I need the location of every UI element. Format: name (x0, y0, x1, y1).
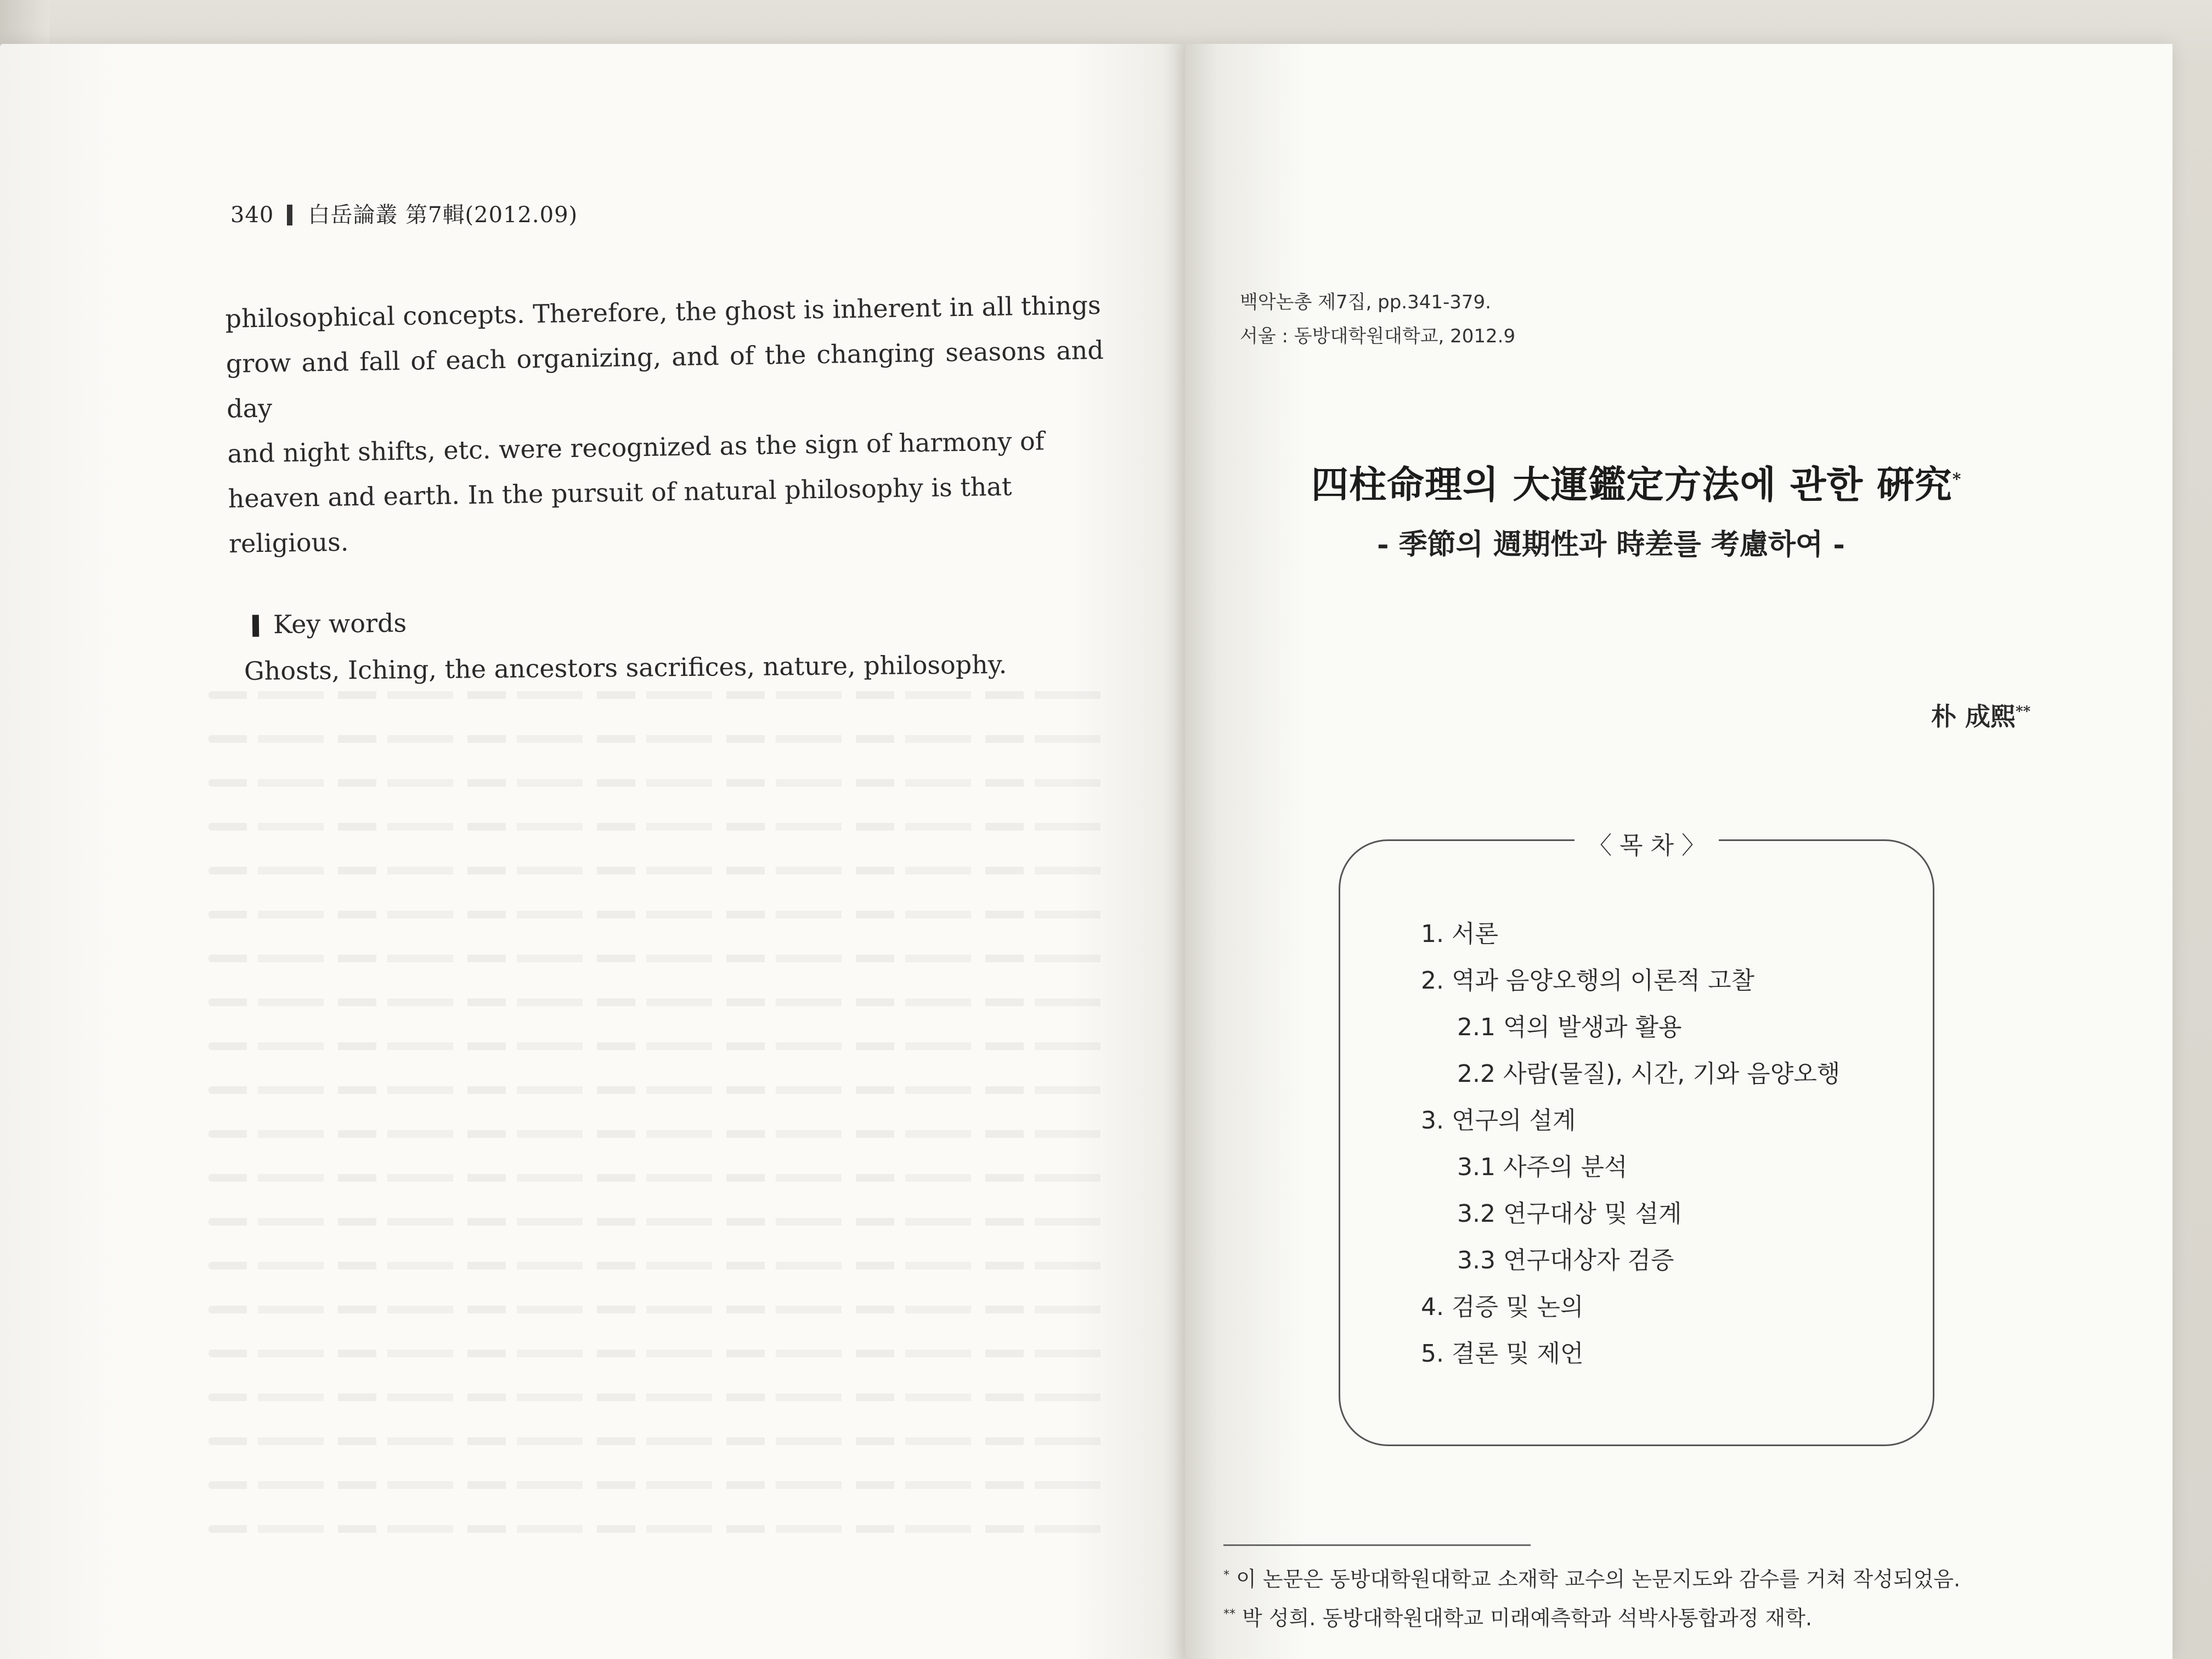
bleed-line (208, 1130, 1108, 1138)
toc-item: 5. 결론 및 제언 (1421, 1340, 1584, 1368)
footnote-rule (1223, 1544, 1531, 1546)
header-divider (287, 205, 292, 225)
toc-subitem: 2.2 사람(물질), 시간, 기와 음양오행 (1457, 1060, 1841, 1088)
journal-header: 白岳論叢 第7輯(2012.09) (308, 202, 578, 228)
bleed-line (208, 1525, 1108, 1533)
bleed-line (208, 1086, 1108, 1094)
bleed-line (208, 1042, 1108, 1050)
bleed-line (208, 955, 1108, 962)
author-name (1931, 697, 2030, 733)
bleed-line (208, 1262, 1108, 1269)
body-line: philosophical concepts. Therefore, the ghost is inherent in all things (225, 290, 1101, 334)
author-name-text: 朴 成熙 (1931, 702, 2016, 731)
toc-item: 2. 역과 음양오행의 이론적 고찰 (1421, 967, 1754, 995)
bleed-through-text (208, 691, 1108, 1624)
bleed-line (208, 779, 1108, 787)
bleed-line (208, 1174, 1108, 1182)
body-line: and night shifts, etc. were recognized as the sign of harmony of (227, 426, 1045, 469)
bleed-line (208, 1437, 1108, 1445)
publication-info (1240, 285, 1515, 353)
footnote (1223, 1558, 1960, 1597)
page-number: 340 (230, 202, 274, 228)
author-footnote-mark: ** (2016, 703, 2031, 720)
abstract-body (225, 283, 1107, 566)
bleed-line (208, 735, 1108, 743)
title-footnote-mark: * (1952, 470, 1962, 489)
bleed-line (208, 691, 1108, 699)
body-line: heaven and earth. In the pursuit of natural philosophy is that (228, 471, 1012, 514)
body-line: grow and fall of each organizing, and of the changing seasons and day (225, 335, 1104, 424)
bleed-line (208, 867, 1108, 874)
toc-subitem: 3.1 사주의 분석 (1457, 1153, 1628, 1181)
body-line: religious. (228, 527, 349, 558)
bleed-line (208, 823, 1108, 831)
toc-subitem: 3.3 연구대상자 검증 (1457, 1246, 1674, 1274)
keywords-text: Ghosts, Iching, the ancestors sacrifices, nature, philosophy. (244, 649, 1007, 686)
toc-subitem: 2.1 역의 발생과 활용 (1457, 1013, 1682, 1041)
bleed-line (208, 911, 1108, 918)
paper-title (1311, 455, 1961, 509)
toc-item: 3. 연구의 설계 (1421, 1107, 1576, 1135)
footnotes (1223, 1558, 1960, 1635)
bleed-line (208, 998, 1108, 1006)
footnote (1223, 1597, 1960, 1636)
keywords-heading (252, 608, 407, 639)
paper-title-text: 四柱命理의 大運鑑定方法에 관한 硏究 (1311, 463, 1953, 507)
bleed-line (208, 1218, 1108, 1226)
toc-item: 1. 서론 (1421, 920, 1498, 948)
left-page-header (230, 198, 578, 229)
bleed-line (208, 1481, 1108, 1489)
toc-list (1421, 911, 1840, 1377)
footnote-mark: * (1223, 1568, 1229, 1582)
bleed-line (208, 1306, 1108, 1313)
footnote-mark: ** (1223, 1607, 1235, 1621)
bleed-line (208, 1393, 1108, 1401)
publication-line: 서울 : 동방대학원대학교, 2012.9 (1240, 325, 1516, 347)
footnote-text: 이 논문은 동방대학원대학교 소재학 교수의 논문지도와 감수를 거쳐 작성되었음. (1229, 1567, 1961, 1592)
toc-item: 4. 검증 및 논의 (1421, 1293, 1584, 1321)
keywords-heading-label: Key words (273, 608, 407, 640)
publication-line: 백악논총 제7집, pp.341-379. (1240, 291, 1491, 313)
footnote-text: 박 성희. 동방대학원대학교 미래예측학과 석박사통합과정 재학. (1235, 1606, 1813, 1630)
bleed-line (208, 1350, 1108, 1357)
toc-subitem: 3.2 연구대상 및 설계 (1457, 1200, 1682, 1228)
paper-subtitle: - 季節의 週期性과 時差를 考慮하여 - (1377, 528, 1845, 561)
toc-title: 〈 목 차 〉 (1575, 826, 1719, 861)
heading-marker (252, 615, 259, 637)
